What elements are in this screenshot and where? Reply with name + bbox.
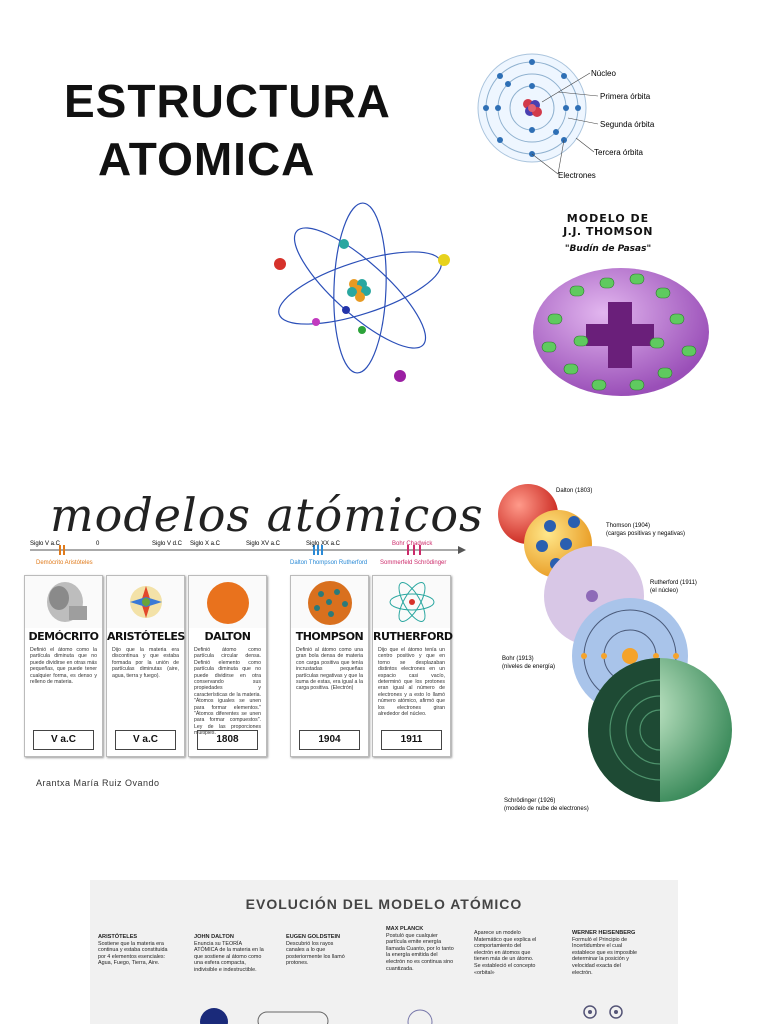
label-thomson-sub: (cargas positivas y negativas) [606, 531, 686, 537]
label-thomson: Thomson (1904) [606, 523, 651, 529]
card-year: V a.C [115, 730, 176, 750]
timeline-sub-2: Bohr Chadwick [392, 541, 433, 547]
card-year: 1808 [197, 730, 258, 750]
card-name: RUTHERFORD [373, 630, 453, 643]
evo-col-head: MAX PLANCK [386, 926, 424, 932]
electron-teal [339, 239, 349, 249]
orbit-icon [408, 1010, 432, 1024]
author: Arantxa María Ruiz Ovando [36, 778, 160, 788]
rutherford-atom-icon [373, 576, 450, 628]
label-tercera-orbita: Tercera órbita [594, 148, 643, 157]
electron-magenta [312, 318, 320, 326]
card-rutherford [372, 575, 451, 757]
sphere-icon [200, 1008, 228, 1024]
page-title [64, 72, 391, 188]
orbital-atom-illustration [268, 198, 458, 388]
evo-col-head: ARISTÓTELES [98, 934, 138, 940]
electron-red [274, 258, 286, 270]
electron-yellow [438, 254, 450, 266]
evo-col-text: Formuló el Principio de Incertidumbre el cual establece que es imposible determinar la posición y velocidad exacta del electrón. [572, 936, 638, 976]
nucleus-icon [347, 279, 371, 302]
label-electrones: Electrones [558, 171, 596, 180]
evo-col-head: EUGEN GOLDSTEIN [286, 934, 341, 940]
timeline-label-3: Siglo X a.C [190, 541, 221, 547]
card-name: DALTON [204, 630, 251, 643]
title-line-1: ESTRUCTURA [64, 75, 391, 127]
title-line-2: ATOMICA [98, 133, 316, 185]
card-desc: Dijo que la materia era discontinua y que estaba formada por la unión de partículas diminutas (aire, agua, tierra y fuego). [112, 647, 179, 679]
card-dalton [188, 575, 267, 757]
card-desc: Definió átomo como partícula circular densa. Definió elemento como partícula diminuta que no puede dividirse en otra conservando sus propiedades y características de la materia. "Átomos iguales se unen para formar elementos." "Átomos diferentes se unen para formar compuestos". Ley de las proporciones múltiples. [194, 647, 261, 737]
thomson-line-3: "Budín de Pasas" [564, 244, 652, 254]
timeline-label-5: Siglo XX a.C [306, 541, 341, 547]
timeline-sub-0: Demócrito Aristóteles [36, 560, 93, 566]
evo-title: EVOLUCIÓN DEL MODELO ATÓMICO [245, 896, 523, 912]
card-name: ARISTÓTELES [107, 630, 185, 643]
thomson-header [528, 212, 688, 254]
evo-col-text: Aparece un modelo Matemático que explica el comportamiento del electrón en átomos que tienen más de un átomo. Se estableció el concepto «orbital» [474, 930, 537, 976]
thomson-line-2: J.J. THOMSON [563, 225, 653, 238]
solid-sphere-icon [189, 576, 266, 628]
card-aristoteles [106, 575, 185, 757]
evo-col-text: Descubrió los rayos canales a lo que posteriormente los llamó protones. [286, 940, 345, 967]
evo-col-dalton [194, 934, 264, 974]
card-year: V a.C [33, 730, 94, 750]
electron-blue [342, 306, 350, 314]
evo-col-planck [386, 926, 456, 972]
evo-col-goldstein [286, 934, 348, 967]
label-primera-orbita: Primera órbita [600, 92, 651, 101]
timeline-label-0: Siglo V a.C [30, 541, 61, 547]
label-bohr-sub: (niveles de energía) [502, 664, 556, 670]
timeline-label-4: Siglo XV a.C [246, 541, 281, 547]
timeline-label-2: Siglo V d.C [152, 541, 183, 547]
timeline-sub-1: Dalton Thompson Rutherford [290, 560, 368, 566]
electron-purple [394, 370, 406, 382]
thomson-plum-pudding [530, 264, 714, 404]
card-name: DEMÓCRITO [28, 630, 99, 643]
tube-icon [258, 1012, 328, 1024]
electron-green [358, 326, 366, 334]
card-name: THOMPSON [295, 630, 364, 643]
card-year: 1911 [381, 730, 442, 750]
card-desc: Dijo que el átomo tenía un centro positivo y que en torno se desplazaban distintos electrones en un espacio casi vacío, determinó que los protones eran igual al número de electrones y a esto lo llamó número atómico, afirmó que los electrones giran alrededor del núcleo. [378, 647, 445, 718]
label-rutherford: Rutherford (1911) [650, 580, 697, 586]
evo-col-head: JOHN DALTON [194, 934, 234, 940]
timeline-label-1: 0 [96, 541, 100, 547]
evo-bottom-icons [90, 1000, 678, 1024]
timeline-sub-3: Sommerfeld Schrödinger [380, 560, 447, 566]
card-democrito [24, 575, 103, 757]
evolution-panel [90, 880, 678, 1024]
evo-col-modelo-matematico [474, 930, 540, 976]
label-schrodinger-sub: (modelo de nube de electrones) [504, 806, 589, 812]
evo-col-text: Sostiene que la materia era continua y estaba constituida por 4 elementos esenciales: Agua, Fuego, Tierra, Aire. [98, 940, 168, 967]
card-desc: Definió el átomo como la partícula diminuta que no puede dividirse en otras más pequeñas, que puede tener cualquier forma, es denso y relleno de materia. [30, 647, 97, 686]
card-desc: Definió al átomo como una gran bola densa de materia con carga positiva que tenía incrustadas pequeñas partículas negativas y que la suma de estas, era igual a la carga positiva. (Electrón) [296, 647, 363, 692]
plum-pudding-icon [291, 576, 368, 628]
card-thompson [290, 575, 369, 757]
timeline [24, 536, 464, 572]
evo-col-heisenberg [572, 930, 642, 976]
democrito-portrait-icon [25, 576, 102, 628]
label-segunda-orbita: Segunda órbita [600, 120, 655, 129]
card-year: 1904 [299, 730, 360, 750]
label-schrodinger: Schrödinger (1926) [504, 798, 556, 804]
evo-col-aristoteles [98, 934, 168, 967]
elements-icon [107, 576, 184, 628]
bohr-atom-diagram [470, 52, 690, 192]
evolution-models-diagram [494, 480, 734, 820]
evo-col-head: WERNER HEISENBERG [572, 930, 636, 936]
label-bohr: Bohr (1913) [502, 656, 534, 662]
evo-col-text: Enuncia su TEORÍA ATÓMICA de la materia en la que sostiene al átomo como una esfera compacta, indivisible e indestructible. [194, 940, 264, 973]
evo-col-text: Postuló que cualquier partícula emite energía llamada Cuanto, por lo tanto la energía emitida del electrón no es continua sino cuantizada. [386, 932, 454, 972]
thomson-line-1: MODELO DE [566, 212, 650, 225]
label-dalton: Dalton (1803) [556, 488, 593, 494]
label-nucleo: Núcleo [591, 69, 616, 78]
modelos-heading: modelos atómicos [50, 488, 484, 542]
label-rutherford-sub: (el núcleo) [650, 588, 679, 594]
